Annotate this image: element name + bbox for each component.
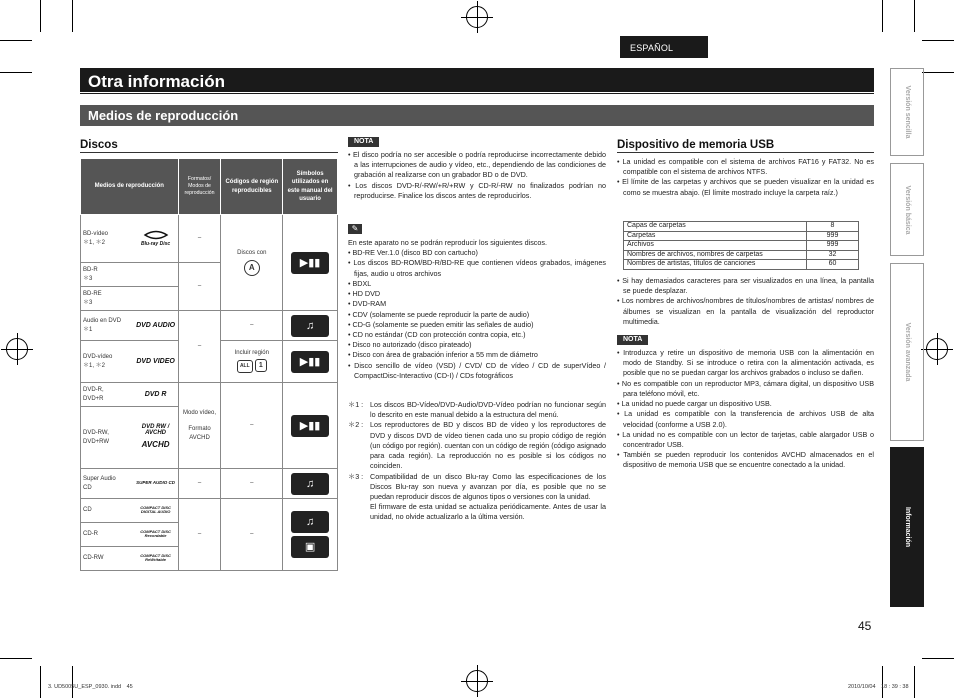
region-1-icon: 1 bbox=[255, 359, 267, 372]
bluray-logo: Blu-ray Disc bbox=[136, 230, 176, 247]
region-label: Discos con bbox=[237, 250, 267, 257]
list-item: • Disco con área de grabación inferior a 55 mm de diámetro bbox=[348, 350, 538, 360]
usb-heading: Dispositivo de memoria USB bbox=[617, 139, 775, 151]
table-row bbox=[81, 311, 338, 341]
discs-table bbox=[80, 158, 338, 571]
crop-mark bbox=[922, 40, 954, 41]
side-tab-version-sencilla[interactable] bbox=[890, 68, 924, 156]
media-label: BD-RE bbox=[83, 290, 102, 297]
media-label: BD-vídeo bbox=[83, 230, 109, 237]
footnote: ＊2 : Los reproductores de BD y discos BD de vídeo y los reproductores de DVD y discos DVD de vídeo tienen cada uno su propio código de región (un código por región). cuentan con un código de región (código asignado para cada región). La reproducción no es posible si los códigos no coinciden. bbox=[348, 420, 606, 471]
media-label: CD bbox=[83, 507, 92, 514]
side-tab-informacion[interactable] bbox=[890, 447, 924, 607]
crop-mark bbox=[72, 666, 73, 698]
list-item: • La unidad es compatible con la transferencia de archivos USB de alta velocidad (conforme a USB 2.0). bbox=[617, 409, 874, 429]
dvd-rw-logo bbox=[136, 424, 176, 450]
format-cell bbox=[178, 383, 221, 469]
registration-mark bbox=[6, 338, 28, 360]
list-item: • BD-RE Ver.1.0 (disco BD con cartucho) bbox=[348, 248, 478, 258]
media-label: Audio en DVD bbox=[83, 317, 122, 324]
cd-r-logo: COMPACT DISC Recordable bbox=[140, 529, 171, 539]
usb-list-2 bbox=[617, 276, 874, 327]
crop-mark bbox=[40, 666, 41, 698]
list-item: • Si hay demasiados caracteres para ser visualizados en una línea, la pantalla se puede desplazar. bbox=[617, 276, 875, 296]
list-item: • CD no estándar (CD con protección contra copia, etc.) bbox=[348, 329, 526, 339]
language-tab: ESPAÑOL bbox=[620, 36, 708, 58]
page-number: 45 bbox=[858, 619, 872, 633]
side-tab-label: Versión avanzada bbox=[903, 322, 911, 382]
registration-mark bbox=[926, 338, 948, 360]
sacd-logo: SUPER AUDIO CD bbox=[136, 480, 175, 486]
side-tab-label: Versión básica bbox=[903, 184, 911, 235]
list-item: • Los nombres de archivos/nombres de títulos/nombres de artistas/ nombres de álbumes se visualizan en la pantalla de visualización del reproductor multimedia. bbox=[617, 296, 874, 326]
media-cell bbox=[81, 547, 179, 571]
discos-heading: Discos bbox=[80, 139, 118, 151]
avchd-logo: AVCHD bbox=[141, 440, 170, 449]
dvd-recorded-symbol-icon: ▶▮▮ bbox=[291, 415, 329, 437]
crop-mark bbox=[40, 0, 41, 32]
region-cell bbox=[221, 341, 283, 383]
list-item: • La unidad no es compatible con un lector de tarjetas, cable alargador USB o concentrador USB. bbox=[617, 429, 874, 449]
media-cell bbox=[81, 523, 179, 547]
footer-date: 2010/10/04 18 : 39 : 38 bbox=[848, 684, 909, 690]
table-row bbox=[81, 383, 338, 407]
media-cell bbox=[81, 215, 179, 263]
symbol-cell bbox=[283, 215, 338, 311]
dvd-video-symbol-icon: ▶▮▮ bbox=[291, 351, 329, 373]
side-tab-version-avanzada[interactable] bbox=[890, 263, 924, 441]
crop-mark bbox=[0, 72, 32, 73]
media-label-2: DVD+R bbox=[83, 395, 104, 402]
usb-limits-table bbox=[623, 221, 859, 270]
dvd-r-logo: DVD R bbox=[144, 391, 167, 398]
crop-mark bbox=[72, 0, 73, 32]
list-item: • Los discos DVD-R/-RW/+R/+RW y CD-R/-RW no finalizados podrían no reproducirse. Finalice los discos antes de reproducirlos. bbox=[348, 180, 606, 200]
media-cell bbox=[81, 499, 179, 523]
footnotes bbox=[348, 400, 606, 523]
media-cell bbox=[81, 407, 179, 469]
table-row: Capas de carpetas 8 bbox=[624, 222, 859, 232]
not-playable-section bbox=[348, 238, 606, 381]
format-cell: – bbox=[178, 263, 221, 311]
table-row bbox=[81, 499, 338, 523]
footnote: ＊3 : Compatibilidad de un disco Blu-ray Como las especificaciones de los Discos Blu-ray son nueva y avanzan por día, es posible que no se puedan reproducir discos de algunos tipos o versiones con la unidad. bbox=[348, 471, 606, 501]
nota-badge: NOTA bbox=[348, 137, 379, 147]
registration-mark bbox=[466, 6, 488, 28]
media-label: BD-R bbox=[83, 266, 98, 273]
table-header: Medios de reproducción bbox=[81, 159, 179, 215]
list-item: • Introduzca y retire un dispositivo de memoria USB con la alimentación en modo de Standby. Si se introduce o retira con la alimentación activada, es posible que no se puedan cargar los archivos grabados o incluso se dañen. bbox=[617, 348, 875, 378]
crop-mark bbox=[0, 40, 32, 41]
dvd-audio-logo: DVD AUDIO bbox=[136, 322, 176, 329]
region-cell: – bbox=[221, 383, 283, 469]
media-label: Super Audio bbox=[83, 475, 116, 482]
symbol-cell bbox=[283, 341, 338, 383]
crop-mark bbox=[882, 666, 883, 698]
usb-list bbox=[617, 157, 874, 198]
table-row bbox=[81, 215, 338, 263]
nota-list bbox=[348, 150, 606, 201]
list-item: • Los discos BD-ROM/BD-R/BD-RE que contienen vídeos grabados, imágenes fijas, audio u otros archivos bbox=[348, 258, 606, 278]
list-item: • BDXL bbox=[348, 278, 372, 288]
format-cell: – bbox=[178, 215, 221, 263]
media-label: DVD-vídeo bbox=[83, 353, 113, 360]
media-cell bbox=[81, 287, 179, 311]
media-cell bbox=[81, 469, 179, 499]
region-cell: – bbox=[221, 469, 283, 499]
cd-music-symbol-icon: ♫ bbox=[291, 511, 329, 533]
not-playable-intro: En este aparato no se podrán reproducir los siguientes discos. bbox=[348, 238, 547, 247]
region-cell bbox=[221, 215, 283, 311]
media-label-2: CD bbox=[83, 484, 92, 491]
symbol-cell bbox=[283, 383, 338, 469]
list-item: • La unidad no puede cargar un dispositivo USB. bbox=[617, 399, 772, 409]
media-cell bbox=[81, 311, 179, 341]
media-cell bbox=[81, 383, 179, 407]
media-label: DVD-RW, bbox=[83, 429, 109, 436]
crop-mark bbox=[914, 666, 915, 698]
media-label-2: DVD+RW bbox=[83, 438, 110, 445]
footnote: ＊1 : Los discos BD-Vídeo/DVD-Audio/DVD-Vídeo podrían no funcionar según lo descrito en este manual debido a la estructura del menú. bbox=[348, 400, 606, 420]
side-tab-label: Versión sencilla bbox=[903, 85, 911, 139]
dvd-rw-logo-text: DVD RW / AVCHD bbox=[141, 424, 170, 437]
dvd-video-logo: DVD VIDEO bbox=[136, 358, 175, 365]
list-item: • También se pueden reproducir los contenidos AVCHD almacenados en el dispositivo de memoria USB que se encuentre conectado a la unidad. bbox=[617, 450, 874, 470]
side-tab-label: Información bbox=[903, 506, 911, 548]
page-title: Otra información bbox=[80, 68, 874, 92]
table-row: Archivos 999 bbox=[624, 241, 859, 251]
list-item: • DVD-RAM bbox=[348, 299, 387, 309]
usb-nota-list bbox=[617, 348, 874, 471]
usb-heading-rule bbox=[617, 152, 874, 153]
table-header: Códigos de región reproducibles bbox=[221, 159, 283, 215]
list-item: • HD DVD bbox=[348, 289, 381, 299]
media-label: CD-R bbox=[83, 531, 98, 538]
media-label: CD-RW bbox=[83, 555, 104, 562]
usb-nota-badge: NOTA bbox=[617, 335, 648, 345]
region-label: Incluir región bbox=[234, 350, 269, 357]
region-cell: – bbox=[221, 499, 283, 571]
cd-logo: COMPACT DISC DIGITAL AUDIO bbox=[140, 505, 171, 515]
crop-mark bbox=[882, 0, 883, 32]
table-header: Formatos/ Modos de reproducción bbox=[178, 159, 221, 215]
region-a-icon: A bbox=[244, 260, 260, 276]
formato-avchd-label: Formato AVCHD bbox=[188, 426, 211, 441]
symbol-cell bbox=[283, 311, 338, 341]
registration-mark bbox=[466, 670, 488, 692]
dvd-audio-symbol-icon: ♫ bbox=[291, 315, 329, 337]
table-row: Carpetas 999 bbox=[624, 231, 859, 241]
table-header: Símbolos utilizados en este manual del usuario bbox=[283, 159, 338, 215]
format-cell: – bbox=[178, 469, 221, 499]
footnote: El firmware de esta unidad se actualiza periódicamente. Antes de usar la unidad, no olvide actualizarlo a la última versión. bbox=[370, 502, 606, 522]
crop-mark bbox=[922, 658, 954, 659]
symbol-cell bbox=[283, 499, 338, 571]
title-rule bbox=[80, 93, 874, 94]
cd-photo-symbol-icon: ▣ bbox=[291, 536, 329, 558]
side-tab-version-basica[interactable] bbox=[890, 163, 924, 256]
region-all-icon: ALL bbox=[237, 360, 253, 373]
list-item: • Disco sencillo de vídeo (VSD) / CVD/ CD de vídeo / CD de superVídeo / CompactDisc-Interactivo (CD-I) / CDs fotográficos bbox=[348, 360, 606, 380]
pencil-note-icon: ✎ bbox=[348, 224, 362, 234]
cd-rw-logo: COMPACT DISC ReWritable bbox=[140, 553, 171, 563]
list-item: • El disco podría no ser accesible o podría reproducirse incorrectamente debido a las interrupciones de audio y vídeo, etc., dependiendo de las condiciones de grabación al realizarse con un grabador BD o de DVD. bbox=[348, 150, 607, 180]
table-row: Nombres de archivos, nombres de carpetas 32 bbox=[624, 250, 859, 260]
format-cell: – bbox=[178, 499, 221, 571]
list-item: • No es compatible con un reproductor MP3, cámara digital, un dispositivo USB para teléfono móvil, etc. bbox=[617, 378, 874, 398]
crop-mark bbox=[0, 658, 32, 659]
symbol-cell bbox=[283, 469, 338, 499]
section-title: Medios de reproducción bbox=[80, 105, 874, 126]
format-cell: – bbox=[178, 311, 221, 383]
media-note: ＊3 bbox=[83, 299, 93, 306]
bd-video-symbol-icon: ▶▮▮ bbox=[291, 252, 329, 274]
media-note: ＊1 bbox=[83, 326, 93, 333]
table-row bbox=[81, 469, 338, 499]
region-cell: – bbox=[221, 311, 283, 341]
footer-file: 3. UD5005U_ESP_0930. indd 45 bbox=[48, 684, 133, 690]
list-item: • CDV (solamente se puede reproducir la parte de audio) bbox=[348, 309, 530, 319]
media-cell bbox=[81, 263, 179, 287]
media-note: ＊3 bbox=[83, 275, 93, 282]
list-item: • CD-G (solamente se pueden emitir las señales de audio) bbox=[348, 319, 534, 329]
sacd-symbol-icon: ♫ bbox=[291, 473, 329, 495]
list-item: • La unidad es compatible con el sistema de archivos FAT16 y FAT32. No es compatible con el sistema de archivos NTFS. bbox=[617, 157, 874, 177]
modo-video-label: Modo vídeo, bbox=[183, 409, 217, 416]
list-item: • Disco no autorizado (disco pirateado) bbox=[348, 340, 472, 350]
discos-heading-rule bbox=[80, 152, 338, 153]
media-note: ＊1, ＊2 bbox=[83, 362, 106, 369]
crop-mark bbox=[922, 72, 954, 73]
media-note: ＊1, ＊2 bbox=[83, 239, 106, 246]
list-item: • El límite de las carpetas y archivos que se pueden visualizar en la unidad es como se muestra abajo. (El límite mostrado incluye la carpeta raíz.) bbox=[617, 177, 874, 197]
crop-mark bbox=[914, 0, 915, 32]
media-label: DVD-R, bbox=[83, 386, 104, 393]
media-cell bbox=[81, 341, 179, 383]
table-row: Nombres de artistas, títulos de canciones 60 bbox=[624, 260, 859, 270]
